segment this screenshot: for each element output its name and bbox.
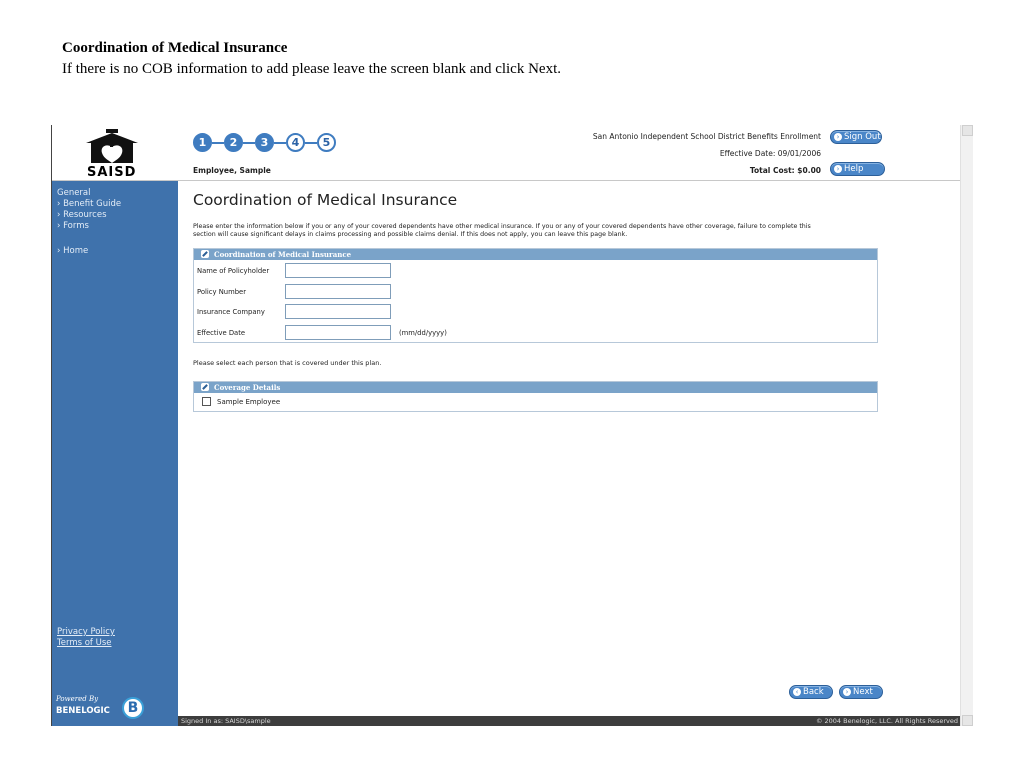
field-label: Effective Date	[197, 328, 246, 337]
coverage-panel	[193, 381, 878, 412]
cob-panel-header	[194, 249, 877, 260]
terms-of-use-link[interactable]: Terms of Use	[57, 638, 112, 648]
intro-text: Please enter the information below if you or any of your covered dependents have other medical insurance. If you or any of your covered dependents have other coverage, failure to complete this section will cause significant delays in claims processing and possible claims denial. If this does not apply, you can leave this page blank.	[193, 223, 811, 239]
covered-person-name: Sample Employee	[217, 398, 281, 407]
coverage-panel-header	[194, 382, 877, 393]
cob-panel	[193, 248, 878, 343]
sidebar	[51, 125, 178, 726]
vertical-scrollbar[interactable]	[960, 125, 973, 726]
benelogic-icon: B	[122, 697, 144, 719]
field-label: Policy Number	[197, 287, 247, 296]
back-button[interactable]	[789, 685, 833, 699]
total-cost: Total Cost: $0.00	[749, 166, 821, 175]
powered-by-text: Powered By	[56, 695, 99, 703]
page-title: Coordination of Medical Insurance	[193, 191, 458, 209]
cob-panel-title: Coordination of Medical Insurance	[214, 250, 352, 260]
insurance-company-input[interactable]	[285, 304, 391, 319]
nav-general[interactable]: General	[57, 188, 91, 198]
header	[178, 125, 973, 181]
main-content	[193, 191, 913, 412]
sidebar-nav	[57, 188, 121, 257]
logo-text: SAISD	[87, 165, 137, 180]
slide-subtitle: If there is no COB information to add please leave the screen blank and click Next.	[62, 61, 561, 77]
field-label: Name of Policyholder	[197, 267, 270, 276]
scroll-down-arrow-icon[interactable]	[962, 715, 973, 726]
policy-number-input[interactable]	[285, 284, 391, 299]
enrollment-title: San Antonio Independent School District Benefits Enrollment	[592, 132, 821, 141]
schoolhouse-icon	[51, 125, 178, 165]
step-connector	[305, 142, 317, 144]
vendor-name: BENELOGIC	[56, 706, 110, 716]
covered-person-row	[194, 393, 877, 411]
step-5: 5	[317, 133, 336, 152]
policyholder-row	[194, 260, 877, 281]
nav-resources[interactable]: › Resources	[57, 210, 107, 220]
nav-benefit-guide[interactable]: › Benefit Guide	[57, 199, 122, 209]
step-3: 3	[255, 133, 274, 152]
copyright-text: © 2004 Benelogic, LLC. All Rights Reserved	[815, 717, 958, 725]
insurance-company-row	[194, 301, 877, 322]
help-button[interactable]	[830, 162, 885, 176]
signed-in-text: Signed In as: SAISD\sample	[181, 717, 271, 725]
select-instruction: Please select each person that is covered under this plan.	[193, 359, 382, 368]
coverage-panel-title: Coverage Details	[214, 383, 281, 393]
step-2: 2	[224, 133, 243, 152]
step-indicator	[193, 133, 353, 153]
step-1: 1	[193, 133, 212, 152]
arrow-icon: ›	[834, 133, 842, 141]
effective-date-row	[194, 322, 877, 343]
privacy-policy-link[interactable]: Privacy Policy	[57, 627, 115, 637]
next-button[interactable]	[839, 685, 883, 699]
policyholder-input[interactable]	[285, 263, 391, 278]
sign-out-label: Sign Out	[844, 132, 881, 142]
covered-person-checkbox[interactable]	[202, 397, 211, 406]
date-format-hint: (mm/dd/yyyy)	[399, 328, 447, 337]
slide-title: Coordination of Medical Insurance	[62, 40, 288, 56]
nav-home[interactable]: › Home	[57, 246, 89, 256]
scroll-up-arrow-icon[interactable]	[962, 125, 973, 136]
step-connector	[212, 142, 224, 144]
browser-window	[51, 125, 973, 726]
powered-by-logo	[56, 695, 139, 716]
help-label: Help	[844, 164, 864, 174]
saisd-logo	[51, 125, 178, 181]
footer	[178, 716, 973, 726]
field-label: Insurance Company	[197, 308, 265, 317]
edit-icon	[201, 250, 209, 258]
sign-out-button[interactable]	[830, 130, 882, 144]
edit-icon	[201, 383, 209, 391]
back-label: Back	[803, 687, 824, 697]
effective-date-input[interactable]	[285, 325, 391, 340]
back-arrow-icon: ‹	[793, 688, 801, 696]
arrow-icon: ›	[834, 165, 842, 173]
step-4: 4	[286, 133, 305, 152]
window-border	[51, 125, 52, 726]
employee-name: Employee, Sample	[193, 166, 271, 175]
next-label: Next	[853, 687, 873, 697]
nav-forms[interactable]: › Forms	[57, 221, 89, 231]
step-connector	[274, 142, 286, 144]
next-arrow-icon: ›	[843, 688, 851, 696]
effective-date: Effective Date: 09/01/2006	[719, 149, 821, 158]
policy-number-row	[194, 281, 877, 302]
step-connector	[243, 142, 255, 144]
sidebar-links	[57, 627, 115, 649]
